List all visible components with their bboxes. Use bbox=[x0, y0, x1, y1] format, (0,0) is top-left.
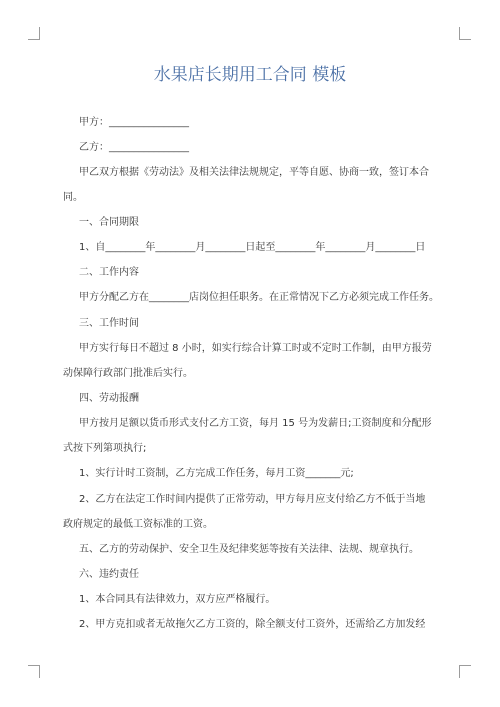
corner-mark-bottom-left bbox=[28, 665, 40, 678]
corner-mark-top-left bbox=[28, 27, 40, 40]
party-b-line: 乙方：________________ bbox=[79, 141, 189, 153]
body-line: 2、乙方在法定工作时间内提供了正常劳动，甲方每月应支付给乙方不低于当地 bbox=[79, 493, 426, 505]
body-line: 甲方按月足额以货币形式支付乙方工资，每月 15 号为发薪日;工资制度和分配形 bbox=[79, 418, 432, 430]
party-a-line: 甲方：________________ bbox=[79, 116, 189, 128]
body-line: 甲方实行每日不超过 8 小时，如实行综合计算工时或不定时工作制，由甲方报劳 bbox=[79, 342, 432, 354]
intro-line: 同。 bbox=[63, 191, 83, 203]
section-heading: 五、乙方的劳动保护、安全卫生及纪律奖惩等按有关法律、法规、规章执行。 bbox=[79, 543, 419, 555]
section-heading: 一、合同期限 bbox=[79, 217, 139, 229]
body-line: 式按下列第项执行; bbox=[63, 443, 147, 455]
body-line: 1、本合同具有法律效力，双方应严格履行。 bbox=[79, 594, 276, 606]
document-body bbox=[63, 110, 453, 638]
section-heading: 六、违约责任 bbox=[79, 569, 139, 581]
document-title: 水果店长期用工合同 模板 bbox=[153, 65, 347, 85]
body-line: 2、甲方克扣或者无故拖欠乙方工资的，除全额支付工资外，还需给乙方加发经 bbox=[79, 619, 426, 631]
section-heading: 二、工作内容 bbox=[79, 267, 139, 279]
section-heading: 三、工作时间 bbox=[79, 317, 139, 329]
corner-mark-top-right bbox=[459, 27, 471, 40]
section-heading: 四、劳动报酬 bbox=[79, 393, 139, 405]
body-line: 政府规定的最低工资标准的工资。 bbox=[63, 518, 213, 530]
corner-mark-bottom-right bbox=[459, 665, 471, 678]
body-line: 甲方分配乙方在________店岗位担任职务。在正常情况下乙方必须完成工作任务。 bbox=[79, 292, 439, 304]
body-line: 1、自________年________月________日起至________年________月________日 bbox=[79, 242, 426, 254]
body-line: 动保障行政部门批准后实行。 bbox=[63, 367, 193, 379]
intro-line: 甲乙双方根据《劳动法》及相关法律法规规定，平等自愿、协商一致，签订本合 bbox=[79, 166, 429, 178]
body-line: 1、实行计时工资制，乙方完成工作任务，每月工资_______元; bbox=[79, 468, 354, 480]
